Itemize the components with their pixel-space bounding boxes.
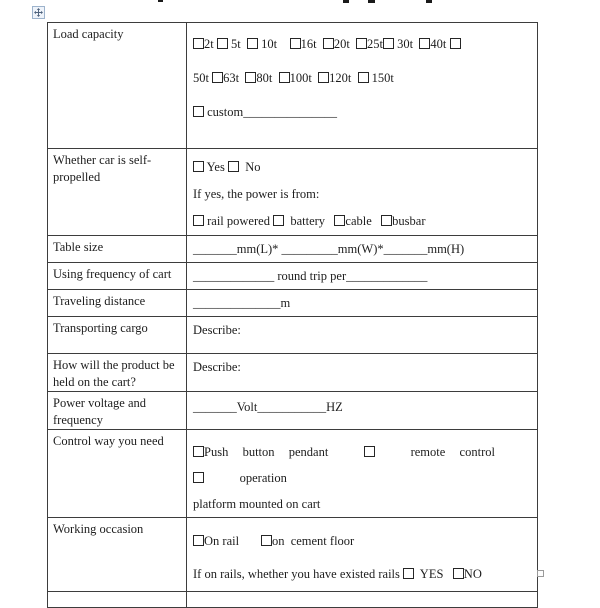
row-label-cell (48, 149, 187, 236)
checkbox[interactable] (217, 38, 228, 49)
cropped-text-fragment (158, 0, 163, 2)
content-line: If on rails, whether you have existed rails YES NO (193, 567, 482, 581)
content-line: _______Volt___________HZ (193, 400, 343, 414)
row-content-cell[interactable] (187, 149, 538, 236)
content-line: platform mounted on cart (193, 497, 321, 511)
checkbox[interactable] (334, 215, 345, 226)
row-content-cell[interactable] (187, 430, 538, 518)
row-label-cell (48, 23, 187, 149)
cropped-text-fragment (426, 0, 432, 3)
table-row (48, 317, 538, 354)
checkbox[interactable] (193, 38, 204, 49)
table-row (48, 354, 538, 392)
row-content-cell[interactable] (187, 392, 538, 430)
content-line: Push button pendant remote control operation (193, 439, 532, 491)
content-line: _______mm(L)* _________mm(W)*_______mm(H) (193, 242, 465, 256)
checkbox[interactable] (450, 38, 461, 49)
content-line: 2t 5t 10t 16t 20t 25t 30t 40t (193, 27, 532, 61)
row-label-cell (48, 290, 187, 317)
content-line: _____________ round trip per_____________ (193, 269, 428, 283)
inquiry-form-table (47, 22, 538, 608)
row-label: Whether car is self-propelled (53, 153, 152, 184)
checkbox[interactable] (279, 72, 290, 83)
checkbox[interactable] (383, 38, 394, 49)
row-label-cell (48, 354, 187, 392)
checkbox[interactable] (381, 215, 392, 226)
checkbox[interactable] (212, 72, 223, 83)
row-label: Transporting cargo (53, 321, 148, 335)
table-row (48, 430, 538, 518)
row-label: Working occasion (53, 522, 144, 536)
table-resize-handle[interactable] (537, 570, 544, 577)
content-line: rail powered battery cable busbar (193, 208, 532, 235)
cropped-text-fragment (368, 0, 375, 3)
checkbox[interactable] (419, 38, 430, 49)
content-line: 50t 63t 80t 100t 120t 150t (193, 71, 394, 85)
checkbox[interactable] (273, 215, 284, 226)
checkbox[interactable] (193, 446, 204, 457)
row-label: Load capacity (53, 27, 124, 41)
checkbox[interactable] (228, 161, 239, 172)
row-content-cell[interactable] (187, 518, 538, 592)
row-content-cell[interactable] (187, 317, 538, 354)
checkbox[interactable] (318, 72, 329, 83)
checkbox[interactable] (245, 72, 256, 83)
checkbox[interactable] (193, 472, 204, 483)
table-row (48, 263, 538, 290)
content-line: On rail on cement floor (193, 525, 532, 558)
row-content-cell[interactable] (187, 23, 538, 149)
row-label: How will the product be held on the cart? (53, 358, 175, 389)
checkbox[interactable] (261, 535, 272, 546)
row-label-cell (48, 518, 187, 592)
checkbox[interactable] (247, 38, 258, 49)
row-content-cell[interactable] (187, 290, 538, 317)
checkbox[interactable] (193, 215, 204, 226)
move-cross-icon (34, 8, 43, 17)
checkbox[interactable] (364, 446, 375, 457)
content-line: Yes No (193, 154, 532, 181)
row-label-cell (48, 236, 187, 263)
checkbox[interactable] (323, 38, 334, 49)
checkbox[interactable] (403, 568, 414, 579)
table-row (48, 290, 538, 317)
content-line: Describe: (193, 323, 241, 337)
checkbox[interactable] (290, 38, 301, 49)
checkbox[interactable] (193, 106, 204, 117)
cropped-text-fragment (343, 0, 349, 3)
content-line: Describe: (193, 360, 241, 374)
checkbox[interactable] (453, 568, 464, 579)
row-label: Using frequency of cart (53, 267, 172, 281)
table-row (48, 149, 538, 236)
row-label: Table size (53, 240, 104, 254)
table-row (48, 236, 538, 263)
checkbox[interactable] (356, 38, 367, 49)
content-line: ______________m (193, 296, 291, 310)
row-label-cell (48, 317, 187, 354)
content-line: custom_______________ (193, 95, 532, 129)
row-content-cell[interactable] (187, 236, 538, 263)
checkbox[interactable] (358, 72, 369, 83)
row-label-cell (48, 392, 187, 430)
checkbox[interactable] (193, 161, 204, 172)
content-line: If yes, the power is from: (193, 187, 320, 201)
row-content-cell[interactable] (187, 263, 538, 290)
table-row (48, 392, 538, 430)
checkbox[interactable] (193, 535, 204, 546)
row-label: Control way you need (53, 434, 164, 448)
table-row (48, 518, 538, 592)
row-content-cell[interactable] (187, 354, 538, 392)
table-move-handle-icon[interactable] (32, 6, 45, 19)
row-label: Power voltage and frequency (53, 396, 147, 427)
row-label-cell (48, 263, 187, 290)
row-label-cell (48, 430, 187, 518)
row-label: Traveling distance (53, 294, 146, 308)
table-row (48, 23, 538, 149)
